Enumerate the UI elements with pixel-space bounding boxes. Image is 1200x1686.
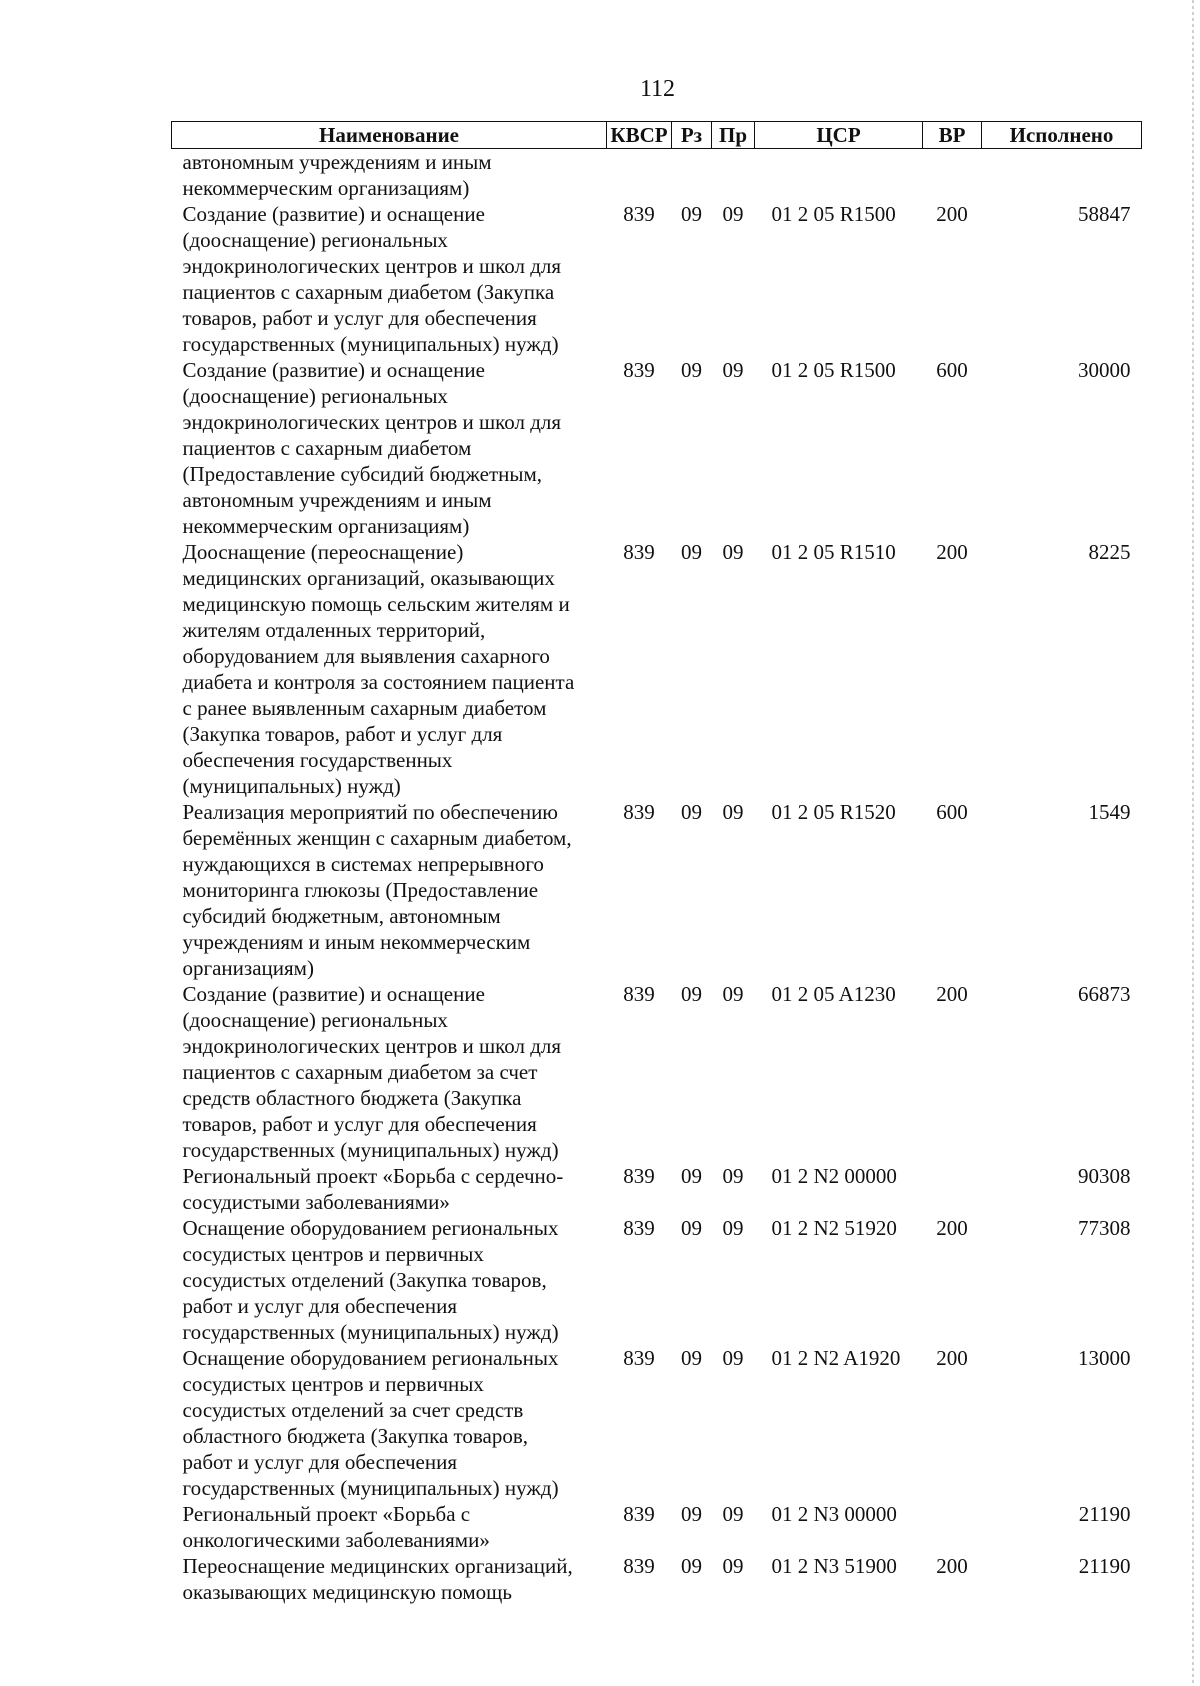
row-rz: 09 <box>681 358 702 382</box>
row-kvsr: 839 <box>623 1346 655 1370</box>
row-executed: 30000 <box>1078 358 1131 382</box>
row-csr <box>755 149 923 202</box>
row-vr: 200 <box>936 540 968 564</box>
row-pr: 09 <box>722 1164 744 1188</box>
row-name: Создание (развитие) и оснащение (дооснащение) региональных эндокринологических центров и школ для пациентов с сахарным диабетом (Закупка товаров, работ и услуг для обеспечения государственных (муниципальных) нужд) <box>182 202 562 356</box>
header-rz: Рз <box>672 122 712 149</box>
table-row <box>172 1553 1142 1605</box>
page-number: 112 <box>639 76 676 102</box>
row-name: Переоснащение медицинских организаций, оказывающих медицинскую помощь <box>182 1554 573 1604</box>
scan-edge <box>1192 0 1194 1686</box>
row-rz <box>672 149 712 202</box>
table-header <box>172 122 1142 149</box>
row-executed: 21190 <box>1078 1502 1131 1526</box>
row-kvsr: 839 <box>623 1554 655 1578</box>
row-csr: 01 2 05 A1230 <box>771 982 896 1006</box>
row-name: Дооснащение (переоснащение) медицинских организаций, оказывающих медицинскую помощь сельским жителям и жителям отдаленных территорий, оборудованием для выявления сахарного диабета и контроля за состоянием пациента с ранее выявленным сахарным диабетом (Закупка товаров, работ и услуг для обеспечения государственных (муниципальных) нужд) <box>182 540 575 798</box>
row-pr: 09 <box>722 982 744 1006</box>
row-executed: 21190 <box>1078 1554 1131 1578</box>
row-pr: 09 <box>722 202 744 226</box>
table-row <box>172 149 1142 202</box>
row-csr: 01 2 05 R1500 <box>771 358 896 382</box>
row-rz: 09 <box>681 982 702 1006</box>
row-vr: 600 <box>936 800 968 824</box>
row-kvsr: 839 <box>623 1216 655 1240</box>
row-rz: 09 <box>681 1554 702 1578</box>
row-vr <box>923 1163 982 1215</box>
row-name: Создание (развитие) и оснащение (дооснащение) региональных эндокринологических центров и школ для пациентов с сахарным диабетом (Предоставление субсидий бюджетным, автономным учреждениям и иным некоммерческим организациям) <box>182 358 562 538</box>
row-name: Оснащение оборудованием региональных сосудистых центров и первичных сосудистых отделений за счет средств областного бюджета (Закупка товаров, работ и услуг для обеспечения государственных (муниципальных) нужд) <box>182 1346 559 1500</box>
row-pr <box>712 149 755 202</box>
header-csr: ЦСР <box>755 122 923 149</box>
row-kvsr: 839 <box>623 800 655 824</box>
header-executed: Исполнено <box>982 122 1142 149</box>
row-vr: 200 <box>936 1554 968 1578</box>
row-vr: 200 <box>936 1346 968 1370</box>
row-pr: 09 <box>722 358 744 382</box>
row-pr: 09 <box>722 1554 744 1578</box>
row-executed: 90308 <box>1078 1164 1131 1188</box>
row-executed: 77308 <box>1078 1216 1131 1240</box>
row-rz: 09 <box>681 1164 702 1188</box>
row-csr: 01 2 N2 51920 <box>771 1216 897 1240</box>
table-row <box>172 539 1142 799</box>
row-kvsr: 839 <box>623 982 655 1006</box>
row-pr: 09 <box>722 1346 744 1370</box>
budget-table <box>171 121 1142 1605</box>
row-vr <box>923 149 982 202</box>
row-rz: 09 <box>681 1502 702 1526</box>
row-vr: 200 <box>936 982 968 1006</box>
row-pr: 09 <box>722 540 744 564</box>
header-name: Наименование <box>172 122 607 149</box>
table-row <box>172 1345 1142 1501</box>
table-row <box>172 1215 1142 1345</box>
table-row <box>172 981 1142 1163</box>
row-csr: 01 2 05 R1500 <box>771 202 896 226</box>
table-row <box>172 1163 1142 1215</box>
row-vr: 200 <box>936 1216 968 1240</box>
row-csr: 01 2 N3 51900 <box>771 1554 897 1578</box>
header-vr: ВР <box>923 122 982 149</box>
row-name: автономным учреждениям и иным некоммерческим организациям) <box>182 150 492 200</box>
row-kvsr: 839 <box>623 1164 655 1188</box>
table-row <box>172 799 1142 981</box>
row-rz: 09 <box>681 1216 702 1240</box>
row-csr: 01 2 N3 00000 <box>771 1502 897 1526</box>
row-pr: 09 <box>722 1216 744 1240</box>
row-executed: 13000 <box>1078 1346 1131 1370</box>
row-rz: 09 <box>681 540 702 564</box>
row-name: Создание (развитие) и оснащение (дооснащение) региональных эндокринологических центров и школ для пациентов с сахарным диабетом за счет средств областного бюджета (Закупка товаров, работ и услуг для обеспечения государственных (муниципальных) нужд) <box>182 982 562 1162</box>
row-kvsr <box>607 149 672 202</box>
row-pr: 09 <box>722 800 744 824</box>
row-vr: 600 <box>936 358 968 382</box>
row-name: Региональный проект «Борьба с сердечно- сосудистыми заболеваниями» <box>182 1164 564 1214</box>
row-executed: 1549 <box>1088 800 1131 824</box>
row-csr: 01 2 N2 00000 <box>771 1164 897 1188</box>
header-pr: Пр <box>712 122 755 149</box>
row-name: Региональный проект «Борьба с онкологическими заболеваниями» <box>182 1502 490 1552</box>
table-row <box>172 357 1142 539</box>
row-csr: 01 2 05 R1520 <box>771 800 896 824</box>
row-vr <box>923 1501 982 1553</box>
table-row <box>172 201 1142 357</box>
table-row <box>172 1501 1142 1553</box>
row-kvsr: 839 <box>623 1502 655 1526</box>
row-kvsr: 839 <box>623 358 655 382</box>
row-executed: 58847 <box>1078 202 1131 226</box>
row-name: Реализация мероприятий по обеспечению беремённых женщин с сахарным диабетом, нуждающихся в системах непрерывного мониторинга глюкозы (Предоставление субсидий бюджетным, автономным учреждениям и иным некоммерческим организациям) <box>182 800 572 980</box>
row-name: Оснащение оборудованием региональных сосудистых центров и первичных сосудистых отделений (Закупка товаров, работ и услуг для обеспечения государственных (муниципальных) нужд) <box>182 1216 559 1344</box>
row-executed <box>982 149 1142 202</box>
row-executed: 66873 <box>1078 982 1131 1006</box>
row-rz: 09 <box>681 202 702 226</box>
row-executed: 8225 <box>1088 540 1131 564</box>
table-body <box>172 149 1142 1606</box>
row-rz: 09 <box>681 800 702 824</box>
row-csr: 01 2 N2 A1920 <box>771 1346 901 1370</box>
row-csr: 01 2 05 R1510 <box>771 540 896 564</box>
row-rz: 09 <box>681 1346 702 1370</box>
header-kvsr: КВСР <box>607 122 672 149</box>
row-kvsr: 839 <box>623 540 655 564</box>
row-pr: 09 <box>722 1502 744 1526</box>
row-kvsr: 839 <box>623 202 655 226</box>
row-vr: 200 <box>936 202 968 226</box>
